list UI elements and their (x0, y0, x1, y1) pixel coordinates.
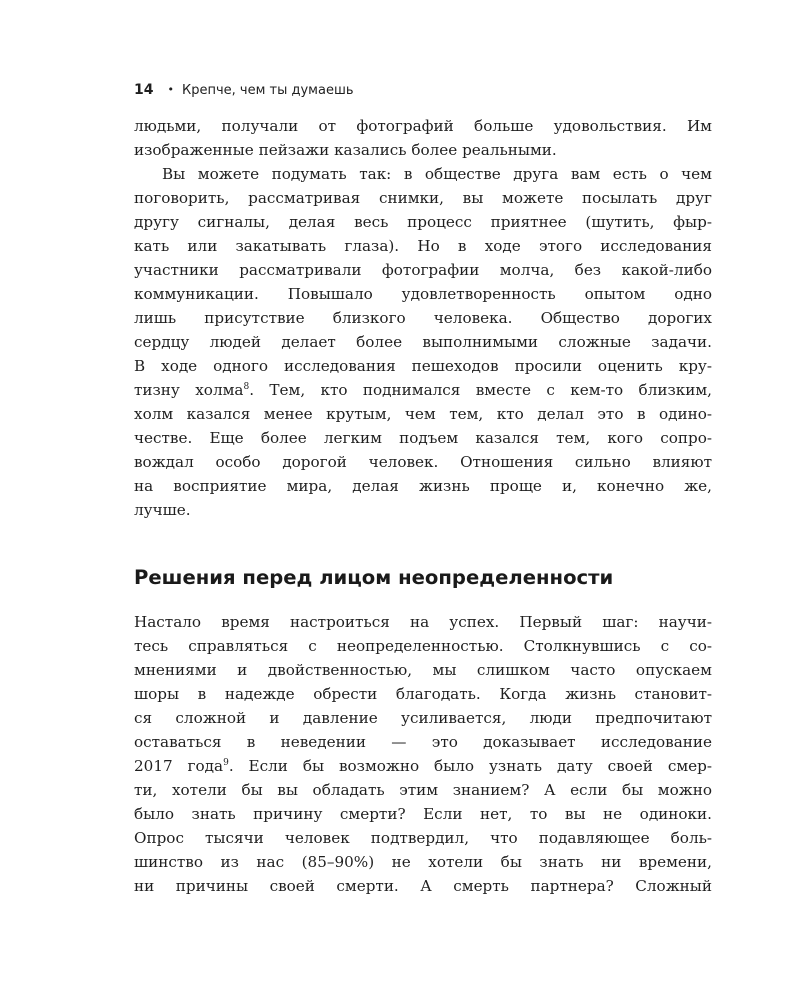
running-header (134, 78, 712, 102)
text-line: участники рассматривали фотографии молча, без какой-либо (134, 261, 712, 279)
text-line: кать или закатывать глаза). Но в ходе этого исследования (134, 237, 712, 255)
text-line: шинство из нас (85–90%) не хотели бы знать ни времени, (134, 853, 712, 871)
text-line: лишь присутствие близкого человека. Общество дорогих (134, 309, 712, 327)
text-line: Настало время настроиться на успех. Первый шаг: научи- (134, 613, 712, 631)
header-bullet: • (167, 83, 174, 96)
text-fragment: 2017 года (134, 757, 224, 775)
body-text-top (134, 114, 712, 522)
text-line: на восприятие мира, делая жизнь проще и, конечно же, (134, 477, 712, 495)
text-line: ся сложной и давление усиливается, люди предпочитают (134, 709, 712, 727)
text-line: мнениями и двойственностью, мы слишком часто опускаем (134, 661, 712, 679)
footnote-marker: 9 (223, 758, 229, 768)
text-line-with-footnote (134, 378, 712, 402)
text-line: шоры в надежде обрести благодать. Когда жизнь становит- (134, 685, 712, 703)
text-line: другу сигналы, делая весь процесс приятнее (шутить, фыр- (134, 213, 712, 231)
text-line: оставаться в неведении — это доказывает исследование (134, 733, 712, 751)
text-line: ти, хотели бы вы обладать этим знанием? А если бы можно (134, 781, 712, 799)
text-line: коммуникации. Повышало удовлетворенность опытом одно (134, 285, 712, 303)
book-page (134, 78, 712, 898)
body-text-bottom (134, 610, 712, 898)
text-line: холм казался менее крутым, чем тем, кто делал это в одино- (134, 405, 712, 423)
text-line: было знать причину смерти? Если нет, то вы не одиноки. (134, 805, 712, 823)
text-line: В ходе одного исследования пешеходов просили оценить кру- (134, 357, 712, 375)
text-fragment: тизну холма (134, 381, 244, 399)
text-line: ни причины своей смерти. А смерть партнера? Сложный (134, 877, 712, 895)
text-fragment: . Тем, кто поднимался вместе с кем-то близким, (249, 381, 713, 399)
page-number: 14 (134, 82, 154, 98)
text-fragment: . Если бы возможно было узнать дату своей смер- (228, 757, 712, 775)
text-line: изображенные пейзажи казались более реальными. (134, 141, 557, 159)
text-line: тесь справляться с неопределенностью. Столкнувшись с со- (134, 637, 712, 655)
text-line: Вы можете подумать так: в обществе друга вам есть о чем (162, 165, 712, 183)
text-line-with-footnote (134, 754, 712, 778)
text-line: вождал особо дорогой человек. Отношения сильно влияют (134, 453, 712, 471)
text-line: Опрос тысячи человек подтвердил, что подавляющее боль- (134, 829, 712, 847)
text-line: людьми, получали от фотографий больше удовольствия. Им (134, 117, 712, 135)
text-line: лучше. (134, 501, 191, 519)
text-line: сердцу людей делает более выполнимыми сложные задачи. (134, 333, 712, 351)
section-heading: Решения перед лицом неопределенности (134, 566, 614, 589)
text-line: честве. Еще более легким подъем казался тем, кого сопро- (134, 429, 712, 447)
book-title: Крепче, чем ты думаешь (181, 83, 354, 98)
text-line: поговорить, рассматривая снимки, вы можете посылать друг (134, 189, 712, 207)
footnote-marker: 8 (243, 382, 250, 392)
